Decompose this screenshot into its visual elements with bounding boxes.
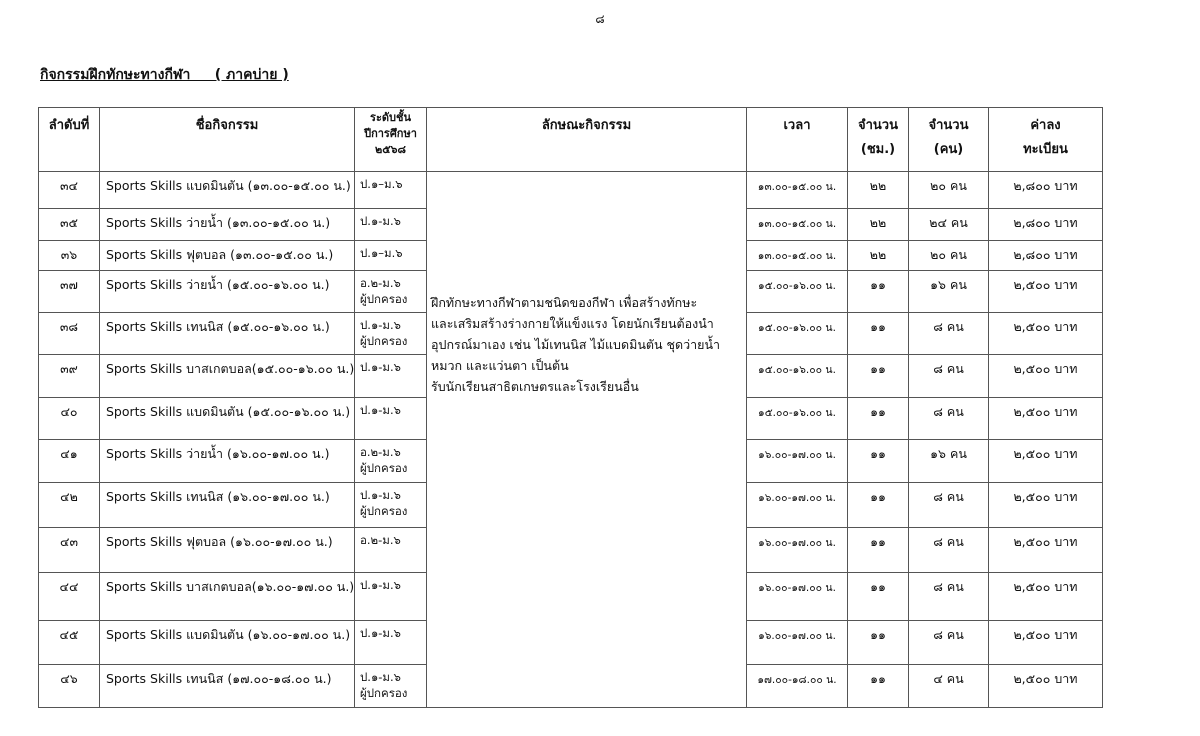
row-activity: Sports Skills แบดมินตัน (๑๖.๐๐-๑๗.๐๐ น.) (100, 621, 355, 665)
row-people: ๑๖ คน (909, 271, 989, 313)
row-activity: Sports Skills ว่ายน้ำ (๑๕.๐๐-๑๖.๐๐ น.) (100, 271, 355, 313)
row-activity: Sports Skills เทนนิส (๑๖.๐๐-๑๗.๐๐ น.) (100, 483, 355, 528)
row-time: ๑๓.๐๐-๑๕.๐๐ น. (747, 241, 848, 271)
row-grade: อ.๒-ม.๖ (355, 528, 427, 573)
row-people: ๒๔ คน (909, 209, 989, 241)
row-hours: ๑๑ (848, 398, 909, 440)
header-description: ลักษณะกิจกรรม (427, 108, 747, 172)
row-fee: ๒,๕๐๐ บาท (989, 483, 1103, 528)
row-fee: ๒,๕๐๐ บาท (989, 398, 1103, 440)
row-hours: ๒๒ (848, 209, 909, 241)
row-fee: ๒,๕๐๐ บาท (989, 313, 1103, 355)
row-activity: Sports Skills เทนนิส (๑๕.๐๐-๑๖.๐๐ น.) (100, 313, 355, 355)
row-people: ๘ คน (909, 483, 989, 528)
header-no: ลำดับที่ (39, 108, 100, 172)
row-people: ๘ คน (909, 398, 989, 440)
row-people: ๘ คน (909, 573, 989, 621)
row-hours: ๑๑ (848, 483, 909, 528)
row-time: ๑๖.๐๐-๑๗.๐๐ น. (747, 573, 848, 621)
row-people: ๘ คน (909, 355, 989, 398)
row-grade: ป.๑-ม.๖ ผู้ปกครอง (355, 313, 427, 355)
row-hours: ๑๑ (848, 271, 909, 313)
row-grade: อ.๒-ม.๖ ผู้ปกครอง (355, 440, 427, 483)
row-fee: ๒,๕๐๐ บาท (989, 621, 1103, 665)
row-no: ๓๗ (39, 271, 100, 313)
row-time: ๑๖.๐๐-๑๗.๐๐ น. (747, 483, 848, 528)
section-title: กิจกรรมฝึกทักษะทางกีฬา ( ภาคบ่าย ) (40, 67, 289, 83)
row-hours: ๑๑ (848, 573, 909, 621)
row-no: ๔๑ (39, 440, 100, 483)
header-fee: ค่าลง ทะเบียน (989, 108, 1103, 172)
row-activity: Sports Skills ฟุตบอล (๑๓.๐๐-๑๕.๐๐ น.) (100, 241, 355, 271)
row-no: ๔๖ (39, 665, 100, 708)
row-people: ๒๐ คน (909, 241, 989, 271)
row-grade: ป.๑-ม.๖ ผู้ปกครอง (355, 665, 427, 708)
page-number: ๘ (595, 12, 605, 26)
row-people: ๘ คน (909, 621, 989, 665)
row-time: ๑๕.๐๐-๑๖.๐๐ น. (747, 313, 848, 355)
row-people: ๑๖ คน (909, 440, 989, 483)
row-no: ๔๒ (39, 483, 100, 528)
header-time: เวลา (747, 108, 848, 172)
row-time: ๑๖.๐๐-๑๗.๐๐ น. (747, 440, 848, 483)
row-grade: ป.๑-ม.๖ (355, 573, 427, 621)
row-hours: ๑๑ (848, 665, 909, 708)
row-grade: ป.๑-ม.๖ (355, 355, 427, 398)
header-activity: ชื่อกิจกรรม (100, 108, 355, 172)
row-grade: อ.๒-ม.๖ ผู้ปกครอง (355, 271, 427, 313)
row-activity: Sports Skills ว่ายน้ำ (๑๓.๐๐-๑๕.๐๐ น.) (100, 209, 355, 241)
row-activity: Sports Skills บาสเกตบอล(๑๕.๐๐-๑๖.๐๐ น.) (100, 355, 355, 398)
activity-description: ฝึกทักษะทางกีฬาตามชนิดของกีฬา เพื่อสร้างทักษะ และเสริมสร้างร่างกายให้แข็งแรง โดยนักเรียนต้องนำ อุปกรณ์มาเอง เช่น ไม้เทนนิส ไม้แบดมินตัน ชุดว่ายน้ำ หมวก และแว่นตา เป็นต้น รับนักเรียนสาธิตเกษตรและโรงเรียนอื่น (427, 172, 747, 708)
row-activity: Sports Skills เทนนิส (๑๗.๐๐-๑๘.๐๐ น.) (100, 665, 355, 708)
row-fee: ๒,๕๐๐ บาท (989, 271, 1103, 313)
row-fee: ๒,๕๐๐ บาท (989, 573, 1103, 621)
row-hours: ๑๑ (848, 528, 909, 573)
row-people: ๔ คน (909, 665, 989, 708)
row-no: ๔๕ (39, 621, 100, 665)
activities-table (38, 107, 1103, 708)
row-time: ๑๓.๐๐-๑๕.๐๐ น. (747, 172, 848, 209)
row-grade: ป.๑–ม.๖ (355, 241, 427, 271)
row-fee: ๒,๕๐๐ บาท (989, 355, 1103, 398)
row-time: ๑๕.๐๐-๑๖.๐๐ น. (747, 355, 848, 398)
row-activity: Sports Skills ว่ายน้ำ (๑๖.๐๐-๑๗.๐๐ น.) (100, 440, 355, 483)
row-hours: ๒๒ (848, 241, 909, 271)
row-fee: ๒,๘๐๐ บาท (989, 172, 1103, 209)
row-fee: ๒,๕๐๐ บาท (989, 665, 1103, 708)
row-no: ๓๖ (39, 241, 100, 271)
row-time: ๑๖.๐๐-๑๗.๐๐ น. (747, 528, 848, 573)
row-people: ๘ คน (909, 313, 989, 355)
row-no: ๔๐ (39, 398, 100, 440)
row-time: ๑๕.๐๐-๑๖.๐๐ น. (747, 398, 848, 440)
row-fee: ๒,๕๐๐ บาท (989, 528, 1103, 573)
table-row (39, 172, 1103, 209)
row-no: ๔๓ (39, 528, 100, 573)
row-grade: ป.๑–ม.๖ (355, 172, 427, 209)
row-hours: ๑๑ (848, 313, 909, 355)
table-header-row (39, 108, 1103, 172)
row-hours: ๑๑ (848, 355, 909, 398)
row-grade: ป.๑-ม.๖ (355, 398, 427, 440)
row-no: ๓๕ (39, 209, 100, 241)
row-activity: Sports Skills บาสเกตบอล(๑๖.๐๐-๑๗.๐๐ น.) (100, 573, 355, 621)
row-fee: ๒,๕๐๐ บาท (989, 440, 1103, 483)
row-hours: ๑๑ (848, 440, 909, 483)
row-activity: Sports Skills แบดมินตัน (๑๓.๐๐-๑๕.๐๐ น.) (100, 172, 355, 209)
row-no: ๓๙ (39, 355, 100, 398)
row-people: ๘ คน (909, 528, 989, 573)
row-grade: ป.๑-ม.๖ (355, 209, 427, 241)
row-time: ๑๓.๐๐-๑๕.๐๐ น. (747, 209, 848, 241)
row-activity: Sports Skills แบดมินตัน (๑๕.๐๐-๑๖.๐๐ น.) (100, 398, 355, 440)
row-time: ๑๖.๐๐-๑๗.๐๐ น. (747, 621, 848, 665)
row-no: ๓๘ (39, 313, 100, 355)
row-fee: ๒,๘๐๐ บาท (989, 209, 1103, 241)
row-no: ๔๔ (39, 573, 100, 621)
row-time: ๑๕.๐๐-๑๖.๐๐ น. (747, 271, 848, 313)
row-hours: ๒๒ (848, 172, 909, 209)
row-time: ๑๗.๐๐-๑๘.๐๐ น. (747, 665, 848, 708)
header-people: จำนวน (คน) (909, 108, 989, 172)
row-people: ๒๐ คน (909, 172, 989, 209)
row-fee: ๒,๘๐๐ บาท (989, 241, 1103, 271)
header-hours: จำนวน (ชม.) (848, 108, 909, 172)
row-hours: ๑๑ (848, 621, 909, 665)
row-grade: ป.๑-ม.๖ ผู้ปกครอง (355, 483, 427, 528)
row-grade: ป.๑-ม.๖ (355, 621, 427, 665)
row-activity: Sports Skills ฟุตบอล (๑๖.๐๐-๑๗.๐๐ น.) (100, 528, 355, 573)
row-no: ๓๔ (39, 172, 100, 209)
header-grade: ระดับชั้น ปีการศึกษา ๒๕๖๘ (355, 108, 427, 172)
